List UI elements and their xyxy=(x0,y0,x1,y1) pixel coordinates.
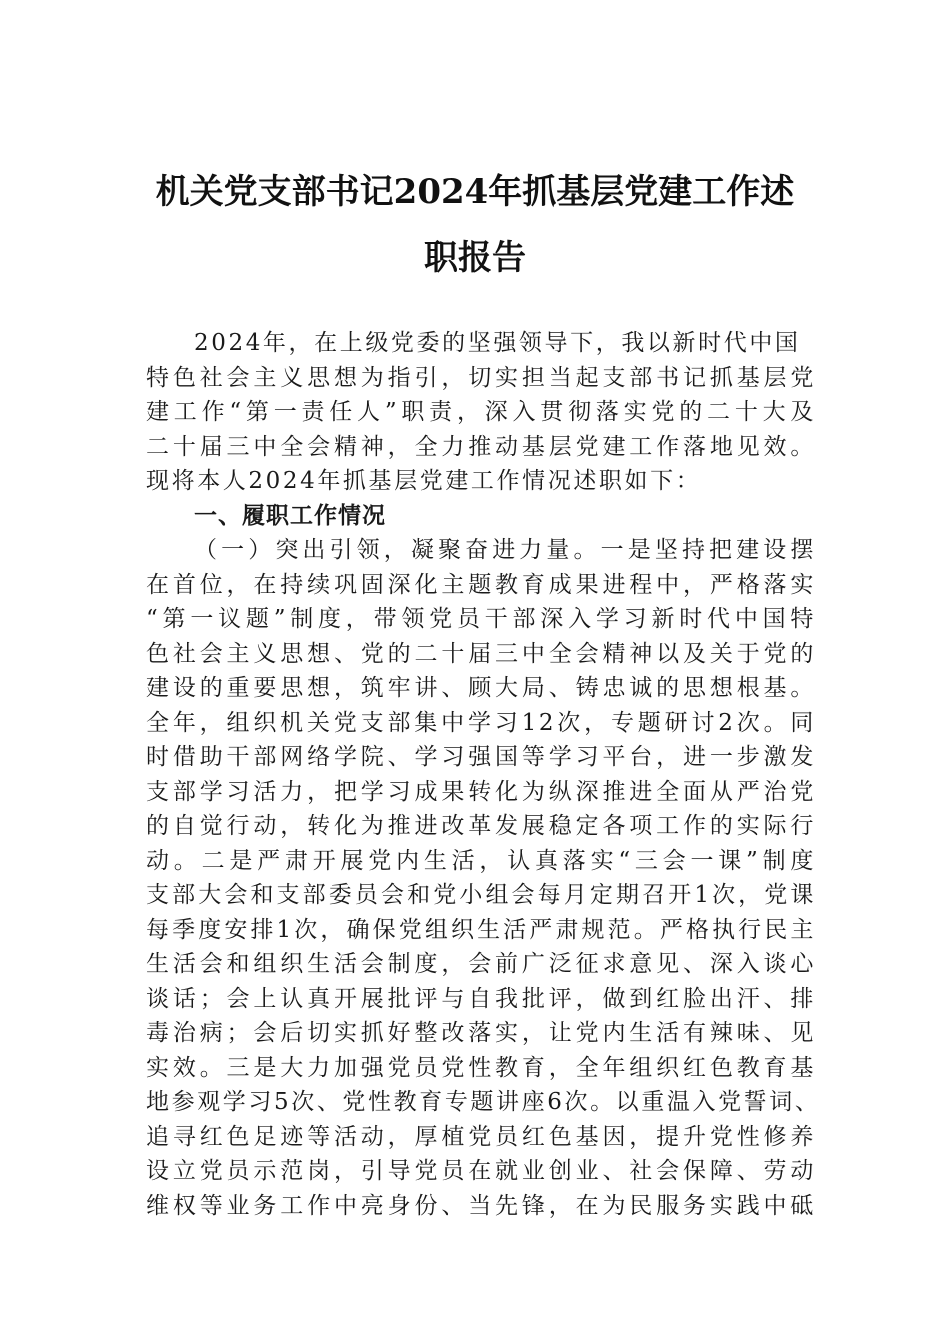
body-line: 全年，组织机关党支部集中学习12次，专题研讨2次。同 xyxy=(146,709,816,736)
body-line: （一）突出引领，凝聚奋进力量。一是坚持把建设摆 xyxy=(194,537,816,563)
body-line: 建工作“第一责任人”职责，深入贯彻落实党的二十大及 xyxy=(146,399,816,425)
body-line: 2024年，在上级党委的坚强领导下，我以新时代中国 xyxy=(194,330,801,356)
body-line: 实效。三是大力加强党员党性教育，全年组织红色教育基 xyxy=(146,1054,816,1081)
body-line: 现将本人2024年抓基层党建工作情况述职如下： xyxy=(146,468,702,494)
body-line: 支部大会和支部委员会和党小组会每月定期召开1次，党课 xyxy=(146,882,816,908)
body-line: 毒治病；会后切实抓好整改落实，让党内生活有辣味、见 xyxy=(146,1020,816,1046)
body-line: 的自觉行动，转化为推进改革发展稳定各项工作的实际行 xyxy=(146,813,816,839)
body-line: 时借助干部网络学院、学习强国等学习平台，进一步激发 xyxy=(146,744,816,770)
body-line: 维权等业务工作中亮身份、当先锋，在为民服务实践中砥 xyxy=(146,1192,816,1219)
body-line: 二十届三中全会精神，全力推动基层党建工作落地见效。 xyxy=(146,433,816,460)
document-body xyxy=(146,326,821,1223)
document-title-line-1: 机关党支部书记2024年抓基层党建工作述 xyxy=(155,172,795,212)
document-title-line-2: 职报告 xyxy=(424,238,526,278)
body-line: 动。二是严肃开展党内生活，认真落实“三会一课”制度 xyxy=(146,847,816,874)
body-line: 追寻红色足迹等活动，厚植党员红色基因，提升党性修养 xyxy=(146,1123,816,1150)
body-line: 地参观学习5次、党性教育专题讲座6次。以重温入党誓词、 xyxy=(146,1089,821,1115)
section-heading: 一、履职工作情况 xyxy=(194,502,386,529)
body-line: 谈话；会上认真开展批评与自我批评，做到红脸出汗、排 xyxy=(146,985,816,1012)
body-line: 每季度安排1次，确保党组织生活严肃规范。严格执行民主 xyxy=(146,916,816,943)
body-line: 支部学习活力，把学习成果转化为纵深推进全面从严治党 xyxy=(146,778,816,805)
body-line: 生活会和组织生活会制度，会前广泛征求意见、深入谈心 xyxy=(146,951,816,977)
body-line: 特色社会主义思想为指引，切实担当起支部书记抓基层党 xyxy=(146,364,816,391)
body-line: 建设的重要思想，筑牢讲、顾大局、铸忠诚的思想根基。 xyxy=(146,675,816,701)
body-line: 设立党员示范岗，引导党员在就业创业、社会保障、劳动 xyxy=(146,1158,816,1184)
body-line: 在首位，在持续巩固深化主题教育成果进程中，严格落实 xyxy=(146,571,816,598)
body-line: 色社会主义思想、党的二十届三中全会精神以及关于党的 xyxy=(146,640,816,667)
body-line: “第一议题”制度，带领党员干部深入学习新时代中国特 xyxy=(146,606,816,632)
